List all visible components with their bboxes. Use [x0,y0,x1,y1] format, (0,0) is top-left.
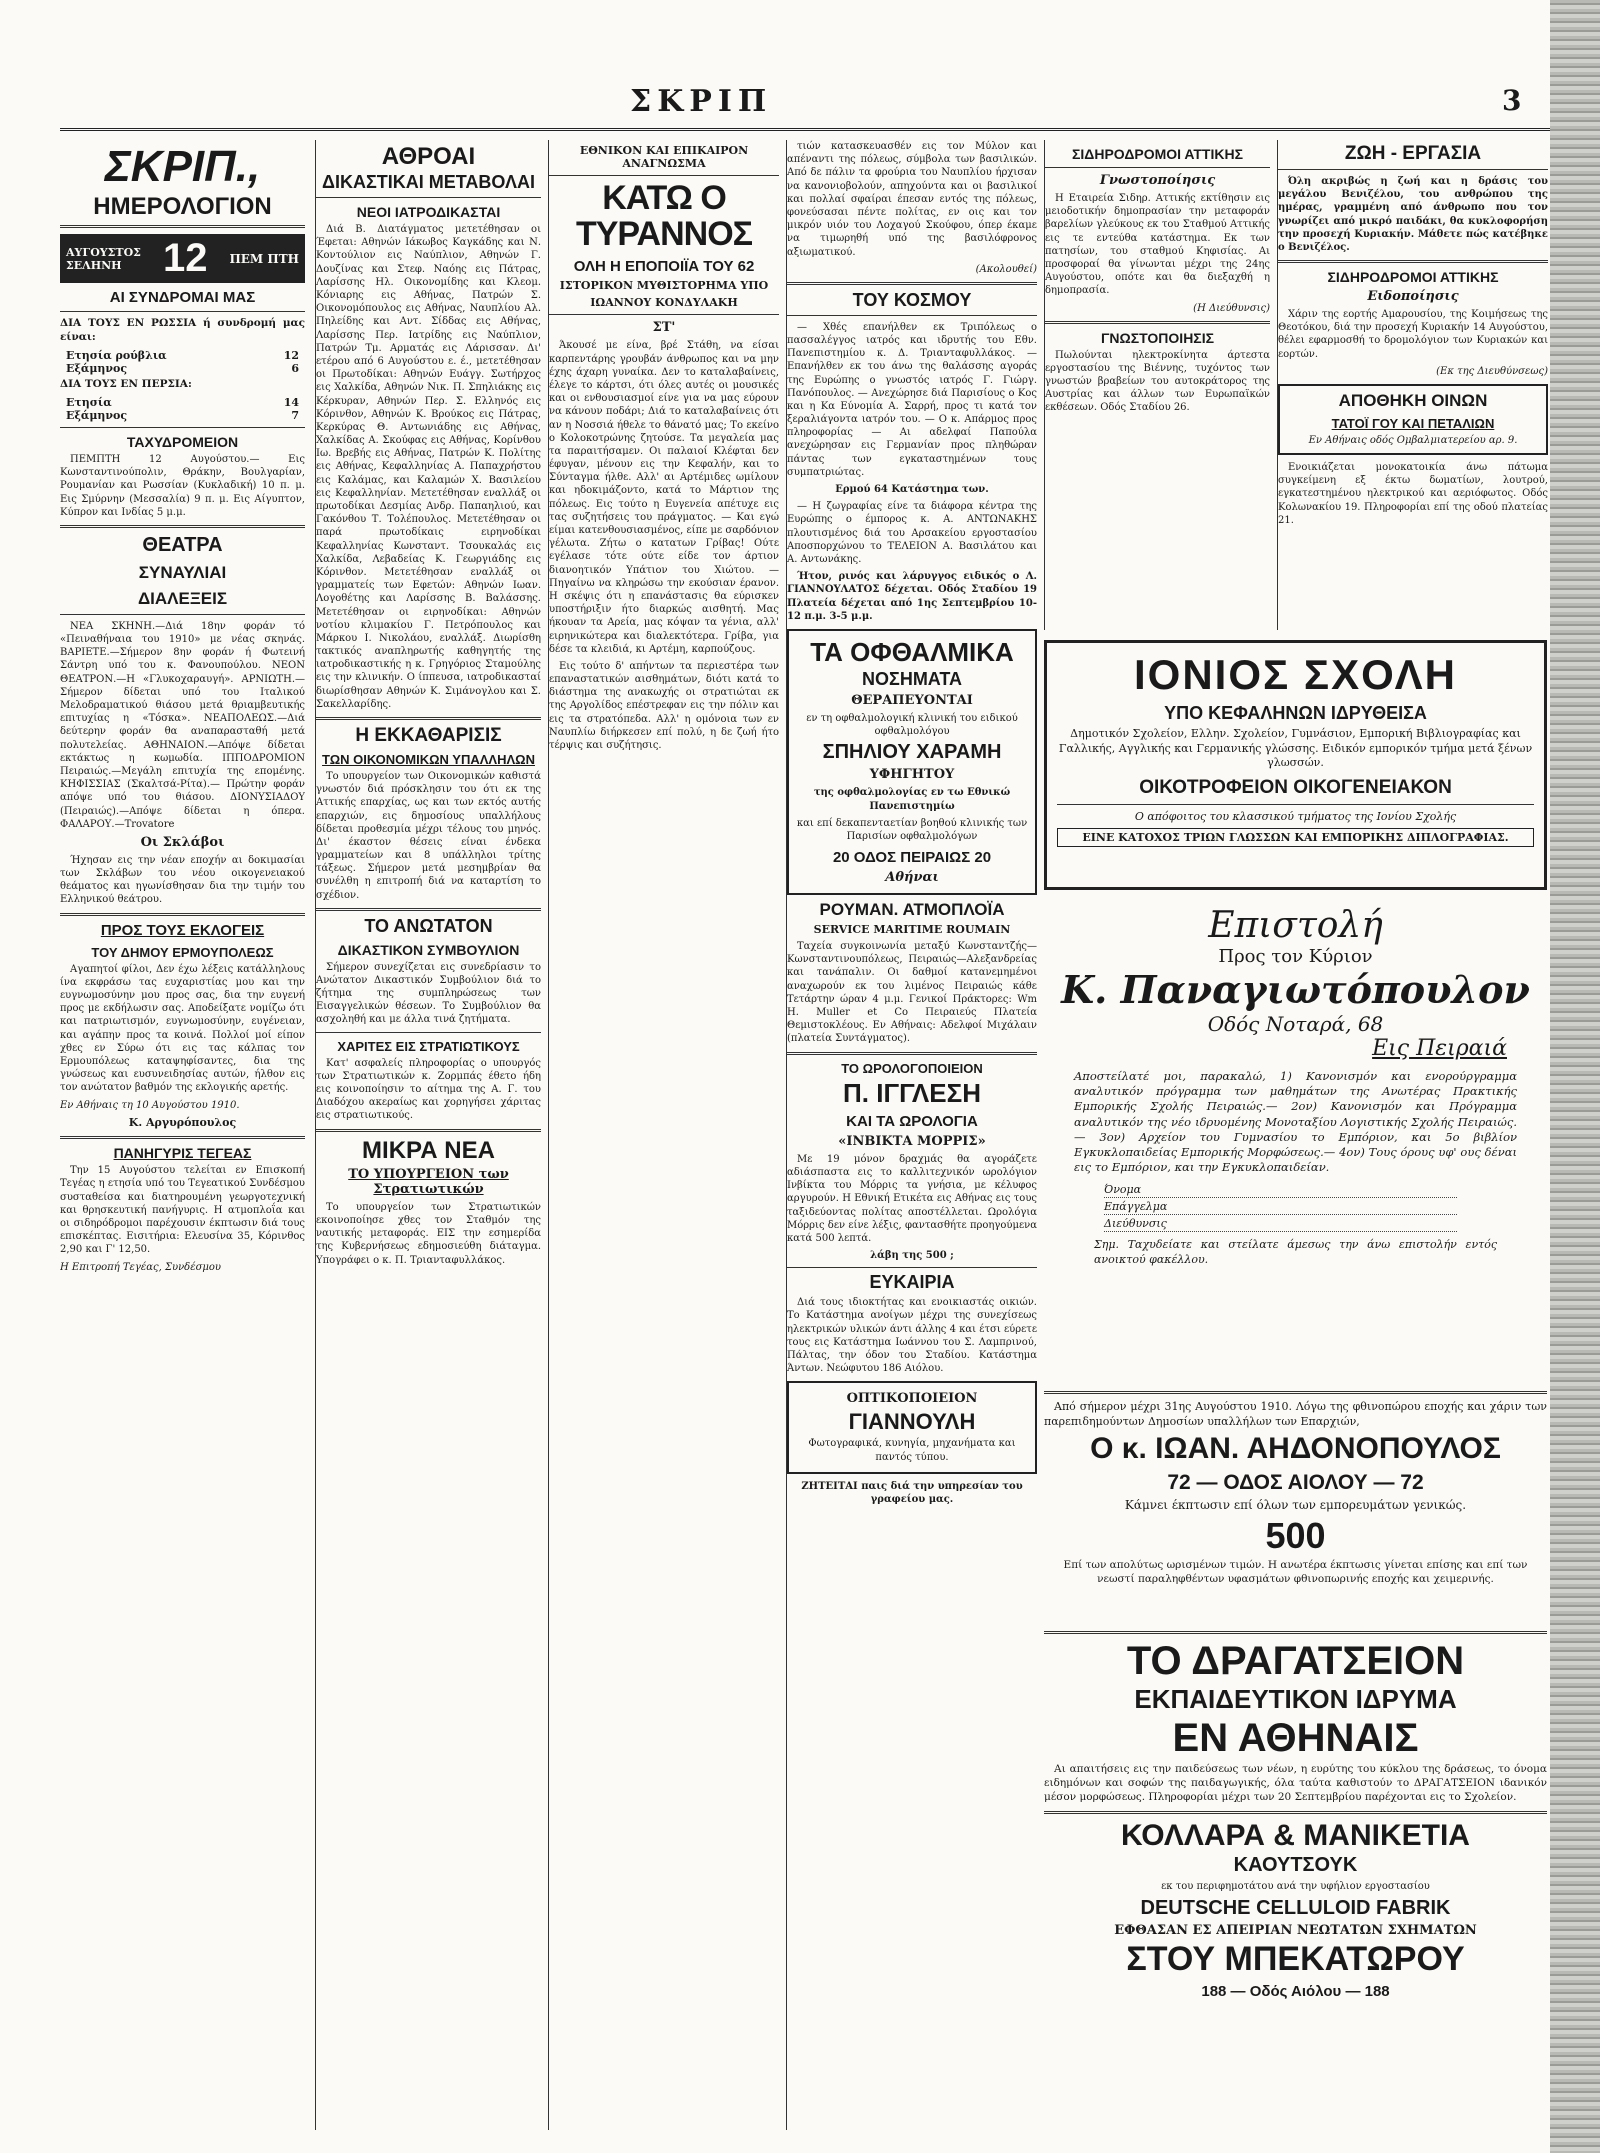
subscription-row: Ετησία ρούβλια 12 [66,349,299,363]
optician-name: ΓΙΑΝΝΟΥΛΗ [848,1409,976,1435]
wine-ad [1278,384,1548,455]
railways-title: ΣΙΔΗΡΟΔΡΟΜΟΙ ΑΤΤΙΚΗΣ [1072,146,1243,162]
scan-edge [1550,0,1600,2153]
watchmaker-title: ΤΟ ΩΡΟΛΟΓΟΠΟΙΕΙΟΝ [841,1060,983,1076]
world-ad-1: Ερμού 64 Κατάστημα των. [835,484,989,496]
short-news-title: ΜΙΚΡΑ ΝΕΑ [362,1136,495,1164]
opportunity-title: ΕΥΚΑΙΡΙΑ [869,1272,955,1293]
railways-text: Η Εταιρεία Σιδηρ. Αττικής εκτίθησιν εις μειοδοτικήν δημοπρασίαν την μεταφοράν βαρελίων γλεύκους εκ του Σταθμού Αττικής εις τε εντεύθα κατάστημα. Εκ των πατησίων, του σταθμού Κηφισίας. Αι προσφοραί θα γίνωνται μέχρι της 24ης Αυγούστου, οπότε και θα διεξαχθή η δημοπρασία. [1045,193,1270,297]
ionian-school-ad [1044,640,1547,890]
ionian-foot-1: Ο απόφοιτος του κλασσικού τμήματος της Ιονίου Σχολής [1134,809,1457,823]
ionian-title: ΙΟΝΙΟΣ ΣΧΟΛΗ [1134,651,1457,698]
festival-text: Την 15 Αυγούστου τελείται εν Επισκοπή Τεγέας η ετησία υπό του Τεγεατικού Συνδέσμου συσταθείσα και διατηρουμένη γεωργοτεχνική και θρησκευτική πανήγυρις. Η ατμοπλοΐα και οι σιδηρόδρομοι παρέχουσιν έκπτωσιν διά τους επισκέπτας. Εισιτήρια: Ελευσίνα 35, Κόρινθος 2,90 και Γ' 12,50. [60,1165,305,1256]
electors-signature: Κ. Αργυρόπουλος [128,1115,237,1129]
collars-title: ΚΟΛΛΑΡΑ & ΜΑΝΙΚΕΤΙΑ [1121,1818,1470,1852]
collars-sub: ΚΑΟΥΤΣΟΥΚ [1233,1854,1358,1877]
world-title: ΤΟΥ ΚΟΣΜΟΥ [852,289,972,310]
shipping-sub: SERVICE MARITIME ROUMAIN [813,923,1011,937]
masthead-title: ΣΚΡΙΠ [630,84,773,119]
serial-sub-2: ΙΣΤΟΡΙΚΟΝ ΜΥΘΙΣΤΟΡΗΜΑ ΥΠΟ [559,279,769,293]
theatre-title: ΘΕΑΤΡΑ [142,533,223,556]
date-weekday: ΠΕΜ ΠΤΗ [229,251,299,266]
serial-text: Άκουσέ με είνα, βρέ Στάθη, να είσαι καρπεντάρης γρουβάν άνθρωπος και να μην έχης άχαρη γυναίκα. Δεν το καταλαβαίνεις, έλεγε το κάρτσι, ότι όλες αυτές οι μουσικές και οι ενθουσιασμοί είνε για να μας εύρουν να κάνουν ποδάρι; Διά το καταλαβαίνεις ότι αν η Νοσσιά ήθελε το θάνατό μας; Το εκείνο ο Κολοκοτρώνης ζητούσε. Τα μεγαλεία μας τα παραιτήσαμεν. Οι παλαιοί Κλέφται δεν έφυγαν, μένουν εις την Κεφαλήν, και το Σύνταγμα ήλθε. Αλλ' αι Αρτέμιδες ωμίλουν και ηδοκιμάζοντο, κατά το Μάρτιον της πόλεως. Εις τούτο η Ευγενεία απέτυχε εις τας συζητήσεις του πράγματος. — Και εγώ είμαι κατενθουσιασμένος, είπε με σαρδόνιον γέλωτα. Ζήτω ο κατατων Γρίβας! Ούτε εγέλασε τότε ούτε είδε τον άρτιον διανοητικόν Υπάτιον του Χιώτου. — Πηγαίνω να κληρώσω την εκούσιαν έρανον. Η σκέψις ότι η επανάστασις θα εύρισκεν υποστήριξιν ήτο διαρκώς αισθητή. Μας ήκουαν τα Αρεία, μας κόψαν τα γένια, αλλ' ειρηνικώτερα και διαλεκτότερα. Γρίβα, για δέσε τα κλειδιά, κι Αρτέμη, καρπούζους. [549,340,779,655]
letter-field-name[interactable]: Όνομα [1104,1183,1457,1198]
aidonopoulos-ad [1044,1385,1547,1615]
letter-recipient: Κ. Παναγιωτόπουλον [1061,967,1530,1012]
collars-address: 188 — Οδός Αιόλου — 188 [1201,1983,1390,2001]
subscriptions-title: ΑΙ ΣΥΝΔΡΟΜΑΙ ΜΑΣ [109,289,256,307]
railways2-sub: Ειδοποίησις [1367,289,1459,305]
masthead-rule [60,128,1550,131]
short-news-sub: ΤΟ ΥΠΟΥΡΓΕΙΟΝ των Στρατιωτικών [348,1166,509,1197]
slaves-text: Ήχησαν εις την νέαν εποχήν αι δοκιμασίαι των Σκλάβων του νέου οικογενειακού θεάματος και ηγωνίσθησαν δια την τιμήν του Ελληνικού θεάτρου. [60,854,305,906]
serial-sub-1: ΟΛΗ Η ΕΠΟΠΟΙΪΑ ΤΟΥ 62 [573,258,755,276]
courts-sub: ΝΕΟΙ ΙΑΤΡΟΔΙΚΑΣΤΑΙ [356,204,501,221]
letter-city: Εις Πειραιά [1372,1036,1507,1061]
watchmaker-price: λάβη της 500 ; [870,1250,954,1262]
courts-text: Διά Β. Διατάγματος μετετέθησαν οι Έφεται: Αθηνών Ιάκωβος Καγκάδης και Ν. Κοντούλιον εις Ναύπλιον, Αθηνών Γ. Δουζίνας και Στεφ. Ναόης εις Πάτρας, Λαρίσσης Ηλ. Οικονομίδης και Κλεομ. Κόνιαρης εις Αθήνας, Πατρών Σ. Οικονομόπουλος εις Αθήνας, Ναυπλίου Αλ. Πηλείδης και Αντ. Σίδδας εις Αθήνας, Λαρίσσης Περ. Ιατρίδης εις Ναύπλιον, Πατρών Τμ. Αρματάς εις Λάρισσαν. Δι' ετέρου από 6 Αυγούστου ε. έ., μετετέθησαν οι Πρωτοδίκαι: Αθηνών Ευάγγ. Σωτήρχος εις Χαλκίδα, Αθηνών Νικ. Π. Σπηλιάκης εις Κέρκυραν, Αθηνών Περ. Σ. Ελληνός εις Κόρινθον, Αθηνών Κ. Βρούκος εις Πάτρας, Κερκύρας Θ. Αντωνιάδης εις Αθήνας, Χαλκίδας Α. Σκούφας εις Αθήνας, Κορίνθου Ιω. Βρεβής εις Αθήνας, Πατρών Κ. Πολίτης εις Αθήνας, Κεφαλληνίας Α. Παπαχρήστου εις Καλάμας, και Καλαμών Χ. Βασιλείου εις Κεφαλληνίαν. Μετετέθησαν εναλλάξ οι πρωτοδίκαι Δεσμίας Ανδρ. Παπαηλιού, και Γακόνθου Τ. Τολέπουλος. Μετετέθησαν οι παρά πρωτοδίκαις ειρηνοδίκαι Κεφαλληνίας Κωνσταντ. Τσουκαλάς εις Χαλκίδα, Λεβαδείας Κ. Γεωργιάδης εις Κόρινθον. Μετετέθησαν εναλλάξ οι γραμματείς των Εφετών: Αθηνών Ιωαν. Λογοθέτης και Λαρίσσης Β. Βαλάσσης. Μετετέθησαν οι ειρηνοδίκαι: Αθηνών νοτίου κλιμακίου Γ. Πετρόπουλος και Μάρκου Ι. Νικολάου, εναλλάξ. Διωρίσθη τακτικός αναπληρωτής καθηγητής της ιατροδικαστικής η κ. Γρηγόριος Σταμούλης εις την κλινικήν. Ο ίππευσα, ιατροδικασταί διωρίσθησαν Αθηνών Κ. Σιμάνογλου και Σ. Σακελλαρίδης. [316,224,541,710]
eye-paris: και επί δεκαπενταετίαν βοηθού κλινικής των Παρισίων οφθαλμολόγων [796,817,1028,843]
eye-university: της οφθαλμολογίας εν τω Εθνικώ Πανεπιστημίω [813,787,1011,812]
watchmaker-sub: ΚΑΙ ΤΑ ΩΡΟΛΟΓΙΑ [846,1112,978,1130]
post-title: ΤΑΧΥΔΡΟΜΕΙΟΝ [126,433,239,450]
dragatsion-sub: ΕΚΠΑΙΔΕΥΤΙΚΟΝ ΙΔΡΥΜΑ [1134,1684,1457,1714]
dragatsion-text: Αι απαιτήσεις εις την παιδεύσεως των νέων, η ευρύτης του κύκλου της δράσεως, το όνομα ειδημόνων και σοφών της παιδαγωγικής, όλα ταύτα καθιστούν το ΔΡΑΓΑΤΣΕΙΟΝ ιδανικόν μέσον μορφώσεως. Πληροφορίαι μέχρι των 20 Σεπτεμβρίου παρέχονται εις το Σχολείον. [1044,1763,1547,1804]
opportunity-text: Διά τους ιδιοκτήτας και ενοικιαστάς οικιών. Το Κατάστημα ανοίγων μέχρι της συνεχίσεως ηλεκτρικών υλικών άντι άλλης 4 και έτσι εύρετε τους εις Κατάστημα Ιωάννου του Σ. Λαμπρινού, Πάλτας, την όδον του Σταδίου. Κατάστημα Άντων. Νεώφυτου 186 Αιόλου. [787,1297,1037,1375]
railways-signature: (Η Διεύθυνσις) [1193,302,1270,314]
electors-date: Εν Αθήναις τη 10 Αυγούστου 1910. [60,1099,240,1111]
to-be-continued: (Ακολουθεί) [975,263,1037,275]
eye-title: ΤΑ ΟΦΘΑΛΜΙΚΑ [810,636,1014,667]
letter-to: Προς τον Κύριον [1218,946,1373,967]
serial-chapter: ΣΤ' [652,320,676,336]
rent-text: Ενοικιάζεται μονοκατοικία άνω πάτωμα συγκείμενη εξ έκτω δωματίων, λουτρού, εγκατεστημένου ηλεκτρικού και αεριόφωτος. Οδός Κολωνακίου 19. Πληροφορίαι επί της οδού πλατείας 21. [1278,462,1548,526]
eye-doctor-name: ΣΠΗΛΙΟΥ ΧΑΡΑΜΗ [822,741,1002,764]
subscriptions-persia: ΔΙΑ ΤΟΥΣ ΕΝ ΠΕΡΣΙΑ: [60,378,192,391]
theatre-text: ΝΕΑ ΣΚΗΝΗ.—Διά 18ην φοράν τό «Πειναθήναια του 1910» με νέας σκηνάς. ΒΑΡΙΕΤΕ.—Σήμερον 8ην φοράν ή Φωτεινή Σάντρη υπό του κ. Φανουπούλου. ΝΕΟΝ ΘΕΑΤΡΟΝ.—Η «Γλυκοχαραυγή». ΑΡΝΙΩΤΗ.—Σήμερον δίδεται υπό του Ιταλικού Μελοδραματικού θιάσου μετά θριαμβευτικής επιτυχίας η «Τόσκα». ΝΕΑΠΟΛΕΩΣ.—Διά δεύτερην φοράν θα αναπαρασταθή μετά πολυτελείας. ΑΘΗΝΑΙΟΝ.—Απόψε δίδεται εκτάκτως η κωμωδία. ΙΠΠΟΔΡΟΜΙΟΝ Πειραιώς.—Μεγάλη επιτυχία της επομένης. ΚΗΦΙΣΣΙΑΣ (Σκαλτσά-Ρίτα).— Πρώτην φοράν απόψε υπό του θιάσου. ΔΙΟΝΥΣΙΑΔΟΥ (Πειραιώς).—Απόψε δίδεται η όπερα. ΦΑΛΑΡΟΥ.—Trovatore [60,620,305,830]
eye-sub: ΝΟΣΗΜΑΤΑ [862,669,962,690]
subscriptions-russia: ΔΙΑ ΤΟΥΣ ΕΝ ΡΩΣΣΙΑ ή συνδρομή μας είναι: [60,317,305,344]
wine-sub: ΤΑΤΟΪ ΓΟΥ ΚΑΙ ΠΕΤΑΛΙΩΝ [1331,415,1495,431]
railways2-title: ΣΙΔΗΡΟΔΡΟΜΟΙ ΑΤΤΙΚΗΣ [1327,269,1499,286]
column-6 [1277,140,1548,630]
column-4 [786,140,1037,2130]
supreme-council-title: ΤΟ ΑΝΩΤΑΤΟΝ [364,915,493,936]
serial-text-2: Εις τούτο δ' απήντων τα περιεστέρα των επαναστατικών αισθημάτων, διότι κατά το διάστημα της ανακωχής οι στρατιώται εκ της Αργολίδος επέστρεφαν εις την πόλιν και εις τα στρατόπεδα. Αλλ' η ομόνοια των εν Ναυπλίω διήρκεσεν επί πολύ, η δε ζωή ήτο τέρψις και συζήτησις. [549,660,779,751]
eye-address: 20 ΟΔΟΣ ΠΕΙΡΑΙΩΣ 20 [832,849,992,867]
slaves-title: Οι Σκλάβοι [140,834,225,850]
theatre-sub-concerts: ΣΥΝΑΥΛΙΑΙ [138,562,227,582]
supreme-council-sub: ΔΙΚΑΣΤΙΚΟΝ ΣΥΜΒΟΥΛΙΟΝ [337,941,520,958]
letter-text: Αποστείλατέ μοι, παρακαλώ, 1) Κανονισμόν και ενορούργραμμα αναλυτικόν πρόγραμμα των μαθημάτων της Ανωτέρας Πρακτικής Εμπορικής Σχολής Πειραιώς.— 2ον) Κανονισμόν και Πρόγραμμα αναλυτικόν της νέο ιδρυομένης Μονοταξίου Λογιστικής Σχολής Πειραιώς. — 3ον) Αρχείον του Γυμνασίου το Εμπόριον, και 5ο βιβλίον Εγκυκλοπαιδείας Εμπορικής Μορφώσεως.— 4ον) Τους όρους υφ' ους δέναι εις το Εμπόριον, και την Εγκυκλοπαιδείαν. [1074,1069,1517,1175]
aidonopoulos-number: 500 [1265,1515,1326,1557]
dragatsion-ad [1044,1625,1547,2130]
aidonopoulos-line: Από σήμερον μέχρι 31ης Αυγούστου 1910. Λόγω της φθινοπώρου εποχής και χάριν των παρεπιδημούντων Δημοσίων υπαλλήλων των Επαρχιών, [1044,1400,1547,1428]
serial-kicker: ΕΘΝΙΚΟΝ ΚΑΙ ΕΠΙΚΑΙΡΟΝ ΑΝΑΓΝΩΣΜΑ [579,144,749,170]
column-5 [1044,140,1270,630]
dragatsion-title: ΤΟ ΔΡΑΓΑΤΣΕΙΟΝ [1126,1639,1465,1683]
supreme-council-text: Σήμερον συνεχίζεται εις συνεδρίασιν το Ανώτατον Δικαστικόν Συμβούλιον διά το ζήτημα της συμπληρώσεως των Εισαγγελικών θέσεων. Το Συμβούλιον θα ασχοληθή και με άλλα τινά ζητήματα. [316,961,541,1026]
liquidation-title: Η ΕΚΚΑΘΑΡΙΣΙΣ [355,725,502,747]
electors-title: ΠΡΟΣ ΤΟΥΣ ΕΚΛΟΓΕΙΣ [100,921,265,939]
date-month: ΑΥΓΟΥΣΤΟΣ [66,245,141,259]
short-news-text: Το υπουργείον των Στρατιωτικών εκοινοποίησε χθες τον Σταθμόν της ναυτικής μεταφοράς. ΕΙΣ την εσημερίδα της Κυβερνήσεως εδημοσιεύθη διάταγμα. Υπογράφει ο κ. Π. Τριανταφυλλάκος. [316,1201,541,1266]
watchmaker-name: Π. ΙΓΓΛΕΣΗ [843,1077,981,1108]
optician-text: Φωτογραφικά, κυνηγία, μηχανήματα και παντός τύπου. [808,1438,1016,1463]
theatre-sub-lectures: ΔΙΑΛΕΞΕΙΣ [137,588,228,608]
world-text-2: — Η ζωγραφίας είνε τα διάφορα κέντρα της Ευρώπης ο έμπορος κ. Α. ΑΝΤΩΝΑΚΗΣ πλουτισμένος διά του Αρσακείου εργοστασίου Αποσπορχώνου το ΤΕΛΕΙΟΝ Α. Βασιλάτου και Α. Αντωνάκης. [787,501,1037,565]
collars-brand: DEUTSCHE CELLULOID FABRIK [1140,1896,1451,1919]
courts-title-2: ΔΙΚΑΣΤΙΚΑΙ ΜΕΤΑΒΟΛΑΙ [322,172,535,193]
letter-field-address[interactable]: Διεύθυνσις [1104,1217,1457,1232]
calendar-heading: ΗΜΕΡΟΛΟΓΙΟΝ [93,193,272,221]
optician-title: ΟΠΤΙΚΟΠΟΙΕΙΟΝ [846,1391,978,1407]
serial-author: ΙΩΑΝΝΟΥ ΚΟΝΔΥΛΑΚΗ [590,296,738,310]
life-title: ΖΩΗ - ΕΡΓΑΣΙΑ [1344,143,1482,164]
world-ad-2: Ήτον, ρινός και λάρυγγος ειδικός ο Λ. ΓΙΑΝΝΟΥΛΑΤΟΣ δέχεται. Οδός Σταδίου 19 Πλατεία δέχεται από 1ης Σεπτεμβρίου 10-12 π.μ. 3-5 μ.μ. [787,571,1037,622]
festival-signature: Η Επιτροπή Τεγέας, Συνδέσμου [60,1261,221,1273]
eye-clinic-line: εν τη οφθαλμολογική κλινική του ειδικού οφθαλμολόγου [806,713,1018,738]
aidonopoulos-text: Κάμνει έκπτωσιν επί όλων των εμπορευμάτων γενικώς. [1124,1497,1467,1512]
wine-text: Εν Αθήναις οδός Ομβαλμιατερείου αρ. 9. [1308,434,1518,446]
page-number: 3 [1502,84,1522,117]
liquidation-sub: ΤΩΝ ΟΙΚΟΝΟΜΙΚΩΝ ΥΠΑΛΛΗΛΩΝ [322,751,535,767]
courts-title: ΑΘΡΟΑΙ [381,143,476,170]
grants-title: ΧΑΡΙΤΕΣ ΕΙΣ ΣΤΡΑΤΙΩΤΙΚΟΥΣ [337,1038,520,1054]
letter-form [1044,905,1547,1375]
shipping-title: ΡΟΥΜΑΝ. ΑΤΜΟΠΛΟΪΑ [819,900,1005,920]
railways2-signature: (Εκ της Διευθύνσεως) [1436,365,1548,377]
collars-text-2: ΕΦΘΑΣΑΝ ΕΣ ΑΠΕΙΡΙΑΝ ΝΕΩΤΑΤΩΝ ΣΧΗΜΑΤΩΝ [1114,1922,1477,1938]
electors-sub: ΤΟΥ ΔΗΜΟΥ ΕΡΜΟΥΠΟΛΕΩΣ [91,944,274,960]
watchmaker-text: Με 19 μόνον δραχμάς θα αγοράζετε αδιάσπαστα εις το καλλιτεχνικόν ωρολόγιον Ινβίκτα του Μόρρις τα γνήσια, με κέλυφος αργυρούν. Η Εθνική Ετικέτα εις Αθήνας εις τους ταξιδεύοντας πολίτας αποστέλλεται. Ωρολόγια Μόρρις δεν είνε λέξις, φαντασθήτε προηγούμενα κατά 500 λεπτά. [787,1153,1037,1244]
collars-text: εκ του περιφημοτάτου ανά την υφήλιον εργοστασίου [1161,1881,1430,1893]
aidonopoulos-address: 72 — ΟΔΟΣ ΑΙΟΛΟΥ — 72 [1167,1470,1424,1494]
post-text: ΠΕΜΠΤΗ 12 Αυγούστου.— Εις Κωνσταντινούπολιν, Θράκην, Βουλγαρίαν, Ρουμανίαν και Ρωσσίαν (Κυκλαδική) 10 π. μ. Εις Σμύρνην (Μεσσαλία) 9 π. μ. Εις Αίγυπτον, Κύπρον και Ινδίας 5 μ.μ. [60,453,305,518]
letter-fields [1104,1183,1457,1232]
calendar-logo: ΣΚΡΙΠ., [104,142,261,191]
subscription-row: Ετησία 14 [66,395,299,409]
world-text: — Χθές επανήλθεν εκ Τριπόλεως ο πασσαλέγγος ιατρός και ιδρυτής του Εθν. Πανεπιστημίου κ. Δ. Τριανταφυλλάκος. — Επανήλθεν εκ του άνω της θαλάσσης αγοράς της Ευρώπης ο γνωστός ιατρός Γ. Γιώργ. Πανόπουλος. — Ανεχώρησε διά Παρισίους ο Κος και η Κα Εύνομία Α. Σαρρή, προς τι κατά τον ξεραλιάγοντα ιατρόν του. — Ο κ. Απάρμος προς πληροφορίας — Αι αδελφαί Παπούλα ανεχώρησαν εις Γερμανίαν προς πληθώραν πάντας των εγκαταστημένων τους συμπατριώτας. [787,321,1037,478]
eye-clinic-ad [787,629,1037,895]
ionian-boarding: ΟΙΚΟΤΡΟΦΕΙΟΝ ΟΙΚΟΓΕΝΕΙΑΚΟΝ [1139,776,1452,798]
watchmaker-brand: «ΙΝΒΙΚΤΑ ΜΟΡΡΙΣ» [838,1133,986,1149]
optician-ad [787,1381,1037,1473]
liquidation-text: Το υπουργείον των Οικονομικών καθιστά γνωστόν διά πρόσκλησιν του ότι εκ της Αττικής επαρχίας, ως και των εκτός αυτής επαρχιών, εις δημοσίους υπαλλήλους δίδεται προθεσμία μέχρι τέλους του μηνός. Δι' έκαστον θέσεις είναι ένδεκα γραμματείων και 8 υπάλληλοι τρίτης τάξεως. Σήμερον μετά μεσημβρίαν θα συνέλθη η επιτροπή διά να καταρτίση το σχέδιον. [316,770,541,901]
notice-title: ΓΝΩΣΤΟΠΟΙΗΣΙΣ [1100,329,1215,346]
letter-street: Οδός Νοταρά, 68 [1207,1012,1384,1036]
letter-note: Σημ. Ταχυδείατε και στείλατε άμεσως την άνω επιστολήν εντός ανοικτού φακέλλου. [1094,1238,1497,1266]
serial-continuation: τιών κατασκευασθέν εις τον Μύλον και απέναντι της πόλεως, σύμβολα των βασιλικών. Από δε πάλιν τα φρούρια του Ναυπλίου ήρχισαν να κανονιοβολούν, απηχούντα και οι βασιλικοί και πολλαί σφαίραι έπεσαν εντός της πόλεως, φονεύσασαι πέντε πολίτας, εν οις και τον μικρόν υιόν του Λοχαγού Σκούφου, όπερ έκαμε να τιμωρηθή υπό της βασιλόφρονος αξιωματικού. [787,141,1037,258]
column-1 [60,140,305,2130]
aidonopoulos-text-2: Επί των απολύτως ωρισμένων τιμών. Η ανωτέρα έκπτωσις γίνεται επίσης και επί των νεωστί παραληφθέντων υφασμάτων φθινοπωρινής εποχής και χειμερινής. [1063,1559,1528,1586]
ionian-text: Δημοτικόν Σχολείον, Ελλην. Σχολείον, Γυμνάσιον, Εμπορική Βιβλιογραφίας και Γαλλικής, Αγγλικής και Γερμανικής γλώσσης. Ειδικόν εμπορικόν τμήμα μετά ξένων γλωσσών. [1058,727,1533,770]
masthead [0,84,1540,124]
date-moon: ΣΕΛΗΝΗ [66,258,122,272]
letter-title: Επιστολή [1208,905,1383,946]
ionian-foot-2: ΕΙΝΕ ΚΑΤΟΧΟΣ ΤΡΙΩΝ ΓΛΩΣΣΩΝ ΚΑΙ ΕΜΠΟΡΙΚΗΣ ΔΙΠΛΟΓΡΑΦΙΑΣ. [1057,828,1534,847]
date-banner [60,234,305,283]
serial-title: ΚΑΤΩ Ο ΤΥΡΑΝΝΟΣ [575,179,753,253]
eye-city: Αθήναι [885,870,939,886]
date-day: 12 [162,236,208,281]
aidonopoulos-name: Ο κ. ΙΩΑΝ. ΑΗΔΟΝΟΠΟΥΛΟΣ [1090,1432,1501,1466]
dragatsion-city: ΕΝ ΑΘΗΝΑΙΣ [1172,1716,1419,1761]
wanted-notice: ΖΗΤΕΙΤΑΙ παις διά την υπηρεσίαν του γραφείου μας. [801,1480,1023,1506]
ionian-sub: ΥΠΟ ΚΕΦΑΛΗΝΩΝ ΙΔΡΥΘΕΙΣΑ [1164,703,1427,724]
railways-sub: Γνωστοποίησις [1099,173,1216,188]
eye-doctor-role: ΥΦΗΓΗΤΟΥ [869,767,955,783]
railways2-text: Χάριν της εορτής Αμαρουσίου, της Κοιμήσεως της Θεοτόκου, διά την προσεχή Κυριακήν 14 Αυγούστου, θέλει εφαρμοσθή το δρομολόγιον των Κυριακών και εορτών. [1278,309,1548,360]
eye-cured: ΘΕΡΑΠΕΥΟΝΤΑΙ [851,693,973,709]
wine-title: ΑΠΟΘΗΚΗ ΟΙΝΩΝ [1338,391,1488,410]
festival-title: ΠΑΝΗΓΥΡΙΣ ΤΕΓΕΑΣ [113,1145,252,1162]
electors-text: Αγαπητοί φίλοι, Δεν έχω λέξεις κατάλληλους ίνα εκφράσω τας ευχαριστίας μου και την ευγνωμοσύνην μου προς σας, δια την ευγενή προς με εκδήλωσιν σας. Αποδείξατε νομίζω ότι και πατριωτισμόν, ευγνωμοσύνην, ευγένειαν, και αγάπην προς τα κοινά. Πολλοί μοί είπον χθες εν Σύρω ότι εις τας κάλπας τον Ερμουπόλεως καταψηφίσαντες, δια της γνώσεως και ευσυνειδησίας αυτών, ήλθον εις τον ανώτατον βαθμόν της εκλογικής αρετής. [60,963,305,1094]
subscription-row: Εξάμηνος 6 [66,362,299,376]
subscription-row: Εξάμηνος 7 [66,408,299,422]
letter-field-profession[interactable]: Επάγγελμα [1104,1200,1457,1215]
life-text: Όλη ακριβώς η ζωή και η δράσις του μεγάλου Βενιζέλου, του ανθρώπου της ημέρας, γραμμένη από άνθρωπο που τον γνωρίζει από μικρό παιδάκι, θα κυκλοφορήση την προσεχή Κυριακήν. Μάθετε πώς κατέβηκε ο Βενιζέλος. [1278,175,1548,253]
notice-text: Πωλούνται ηλεκτροκίνητα άρτεστα εργοστασίου της Βιέννης, τυχόντος των γνωστών βραβείων του αυτοκράτορος της Αυστρίας και άλλων των Ευρωπαϊκών εκθέσεων. Οδός Σταδίου 26. [1045,349,1270,414]
column-3 [548,140,779,2130]
grants-text: Κατ' ασφαλείς πληροφορίας ο υπουργός των Στρατιωτικών κ. Ζορμπάς έθετο ήδη εις κοινοποίησιν το αίτημα της Α. Γ. του Διαδόχου ακεραίως και χορηγήσει χάριτας εις στρατιωτικούς. [316,1057,541,1122]
collars-shop: ΣΤΟΥ ΜΠΕΚΑΤΩΡΟΥ [1126,1939,1465,1978]
shipping-text: Ταχεία συγκοινωνία μεταξύ Κωνσταντζής—Κωνσταντινουπόλεως, Πειραιώς—Αλεξανδρείας και τανάπαλιν. Οι δαθμοί κατανεμημένοι αναχωρούν εκ του λιμένος Πειραιώς κάθε Τετάρτην ώραν 4 μ.μ. Γενικοί Πράκτορες: Wm H. Muller et Co Πειραιεύς Πλατεία Θεμιστοκλέους. Εν Αθήναις: Αδελφοί Μιχάλαιν (πλατεία Συντάγματος). [787,941,1037,1045]
column-2 [315,140,541,2130]
